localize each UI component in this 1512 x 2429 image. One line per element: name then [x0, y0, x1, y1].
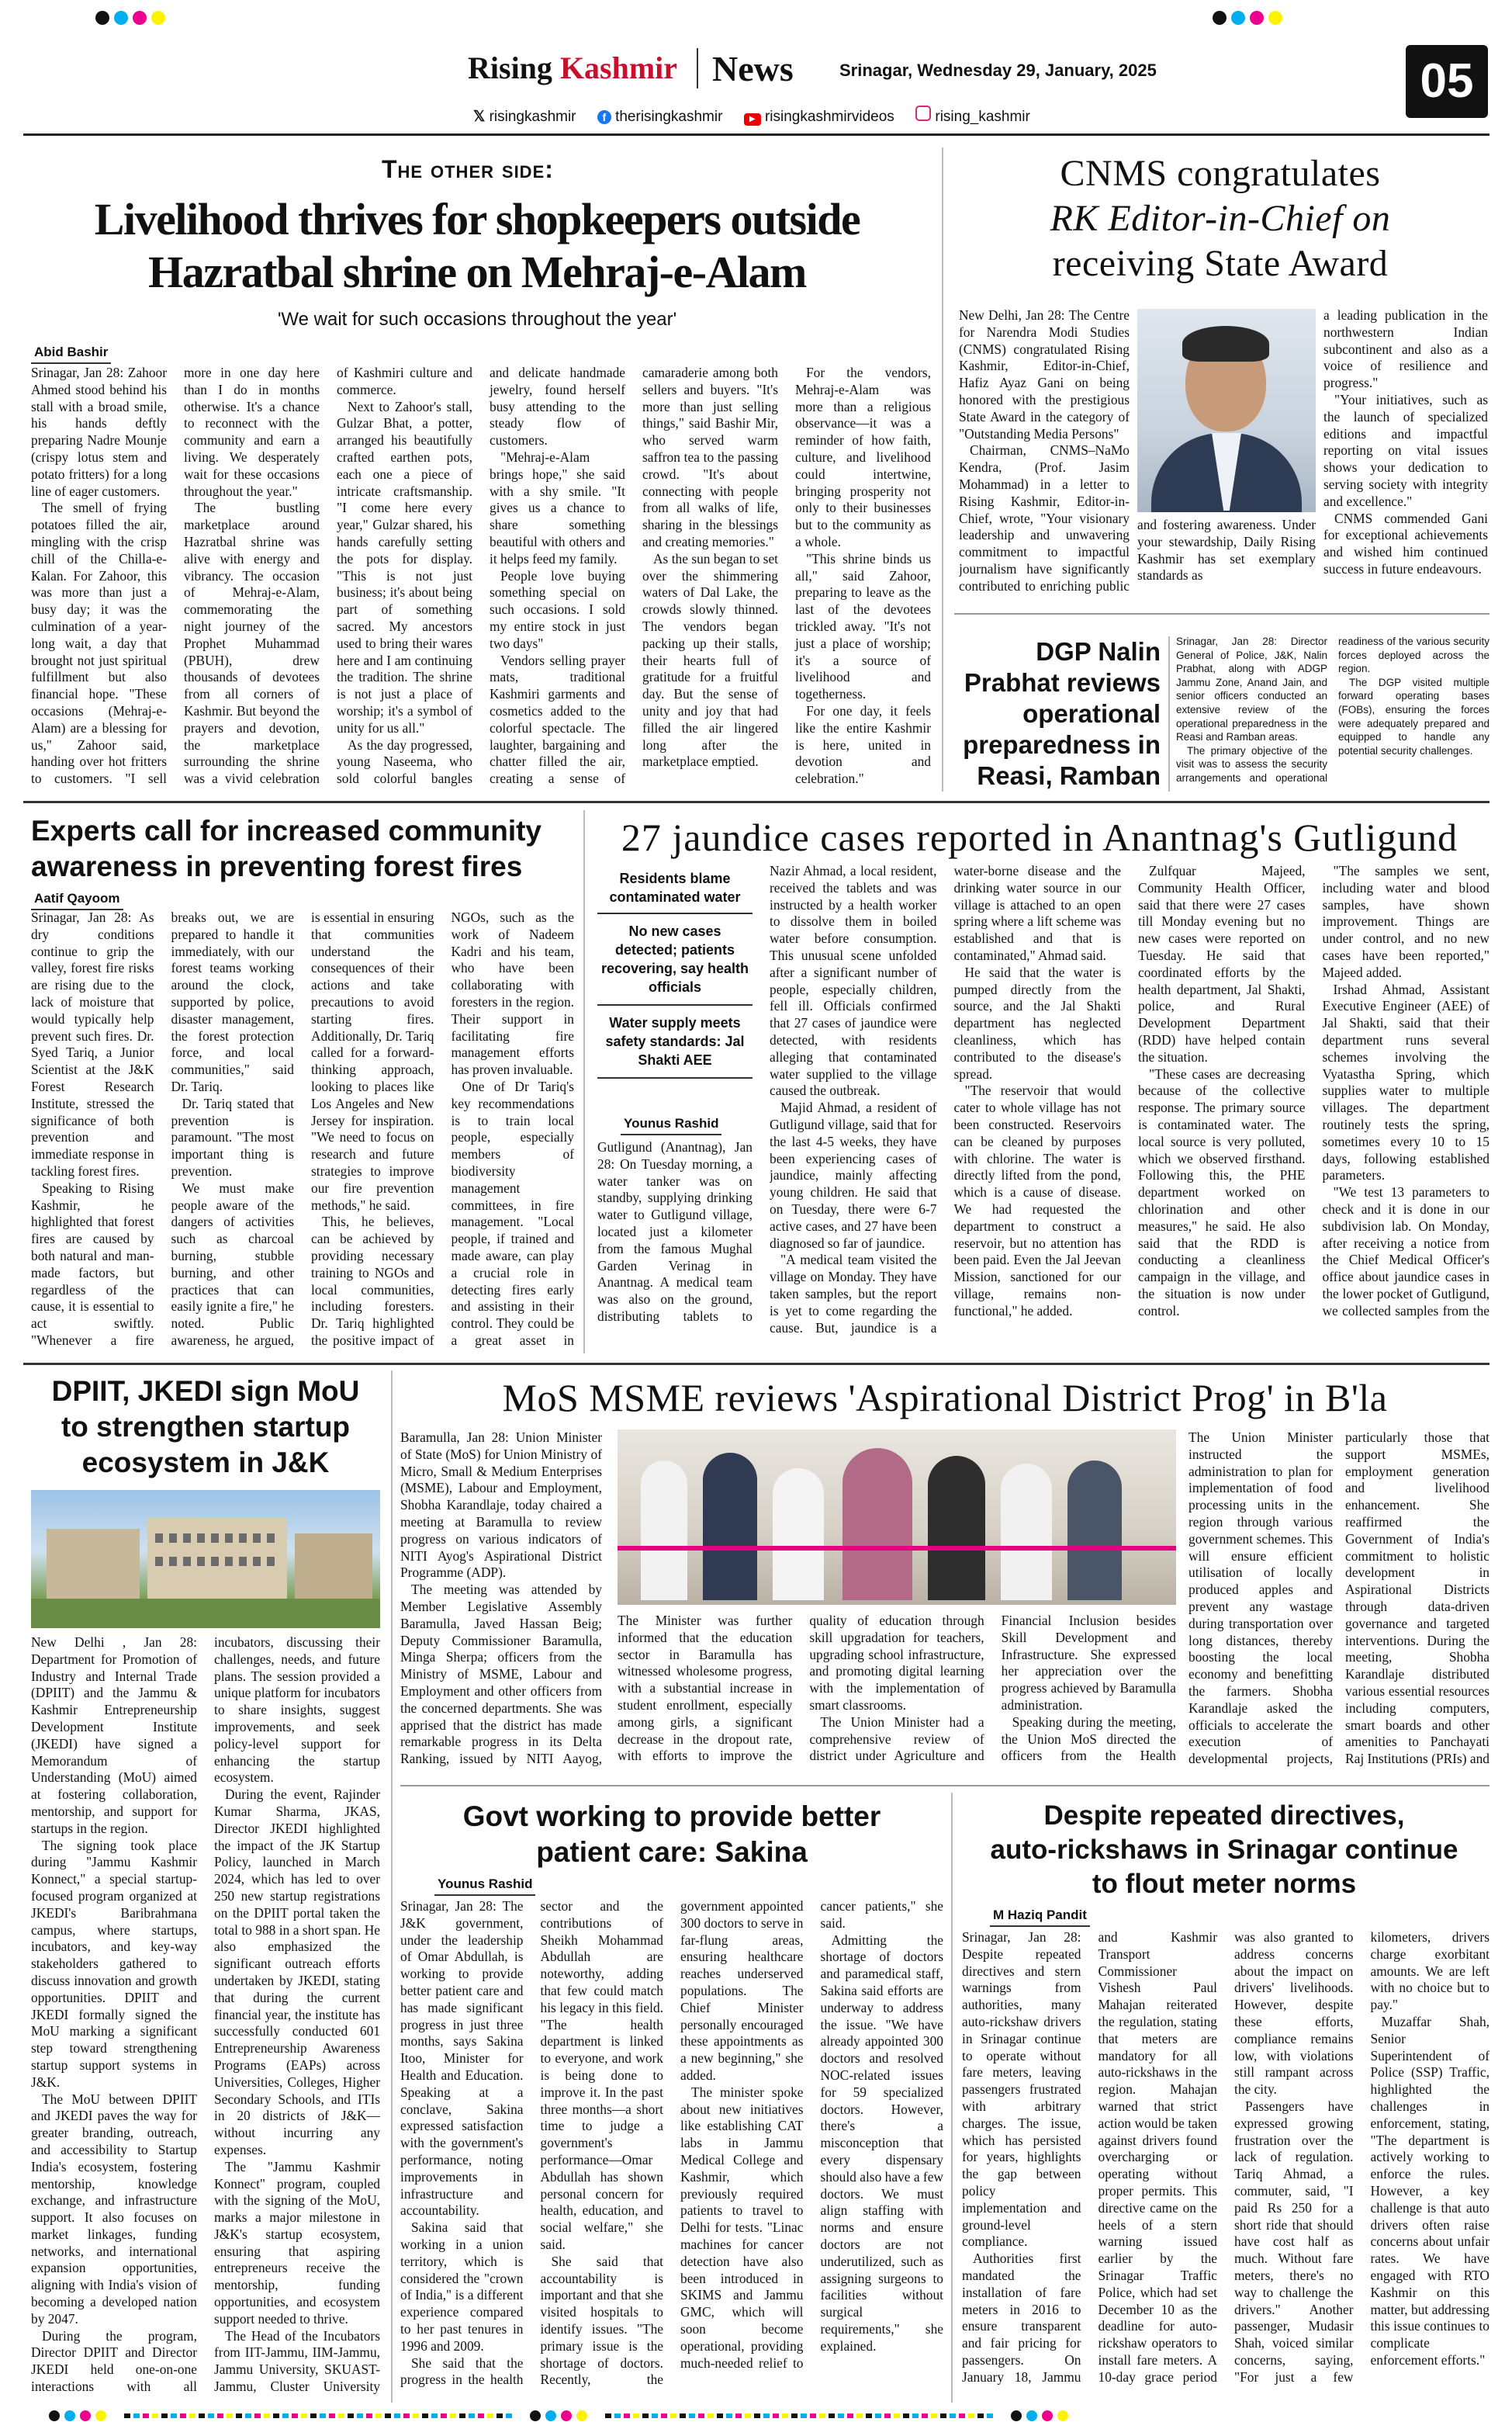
story6-headline-line1: DPIIT, JKEDI sign MoU: [51, 1375, 360, 1407]
masthead-paper-name: [468, 50, 677, 86]
story1-paragraph: "Mehraj-e-Alam brings hope," she said with a shy smile. "It gives us a chance to share something beautiful with others and it helps feed my family.: [490, 449, 625, 567]
story1-paragraph: Vendors selling prayer mats, traditional Kashmiri garments and cosmetics added to the colorful spectacle. The laughter, bargaining and chatter filled the air, creating a sense of camaraderie among both sellers and buyers. "It's more than just selling things," said Bashir Mir, who served warm saffron tea to the passing crowd. "It's about connecting with people from all walks of life, sharing in the blessings and creating memories.": [490, 365, 778, 787]
story9-headline-line3: to flout meter norms: [1092, 1869, 1357, 1899]
story4-paragraph: We must make people aware of the dangers of activities such as charcoal burning, stubble burning, and other practices that can easily ignite a fire," he noted. Public awareness, he argued, is essential in ensuring that communities understand the consequences of their actions and take precautions to avoid starting fires. Additionally, Dr. Tariq called for a forward-thinking approach, looking to places like Los Angeles and New Jersey for inspiration. "We need to focus on research and future strategies to improve our fire prevention methods," he said.: [171, 910, 434, 1348]
story2-paragraph: Chairman, CNMS–NaMo Kendra, (Prof. Jasim Mohammad) in a letter to Rising Kashmir, Editor-in-Chief, wrote, "Your visionary leadership and unwavering commitment to impactful journalism have significantly contributed to enriching public: [959, 442, 1130, 594]
story4-headline-line2: awareness in preventing forest fires: [31, 851, 523, 882]
story9-paragraph: Muzaffar Shah, Senior Superintendent of Police (SSP) Traffic, highlighted the challenges in enforcement, stating, "The department is actively working to enforce the rules. However, a key challenge is that auto drivers often raise concerns about unfair rates. We have engaged with RTO Kashmir on this matter, but addressing this issue continues to complicate enforcement efforts.": [1370, 2013, 1490, 2368]
story5-body: [770, 863, 1490, 1352]
story9-paragraph: Srinagar, Jan 28: Despite repeated directives and stern warnings from authorities, many auto-rickshaw drivers in Srinagar continue to operate without fare meters, leaving passengers frustrated with arbitrary charges. The issue, which has persisted for years, highlights the gap between policy implementation and ground-level compliance.: [962, 1929, 1081, 2250]
story8-headline-line1: Govt working to provide better: [462, 1800, 881, 1832]
story6-headline-line2: to strengthen startup: [61, 1411, 351, 1443]
story7-paragraph: The Union Minister instructed the administration to plan for implementation of food processing units in the region through various government schemes. This will ensure efficient utilisation of locally produced apples and prevent any wastage during transportation over long distances, thereby boosting the local economy and benefitting the farmers. Shobha Karandlaje asked the officials to accelerate the execution of developmental projects, particularly those that support MSMEs, employment generation and livelihood enhancement. She reaffirmed the Government of India's commitment to holistic development in Aspirational Districts through data-driven governance and targeted interventions. During the meeting, Shobha Karandlaje distributed various essential resources including computers, smart boards and other amenities to Panchayati Raj Institutions (PRIs) and: [1188, 1429, 1490, 1767]
story2-paragraph: "Your initiatives, such as the launch of specialized editions and impactful reporting on vital issues shows your dedication to serving society with integrity and excellence.": [1323, 391, 1488, 509]
story8-byline: Younus Rashid: [434, 1875, 535, 1896]
story9-byline: M Haziq Pandit: [990, 1906, 1090, 1927]
story6-paragraph: The signing took place during "Jammu Kashmir Konnect," a special startup-focused program organized at JKEDI's Baribrahmana campus, where startups, incubators, and key-way stakeholders gathered to discuss innovation and growth opportunities. DPIIT and JKEDI formally signed the MoU marking a significant step toward strengthening startup support systems in J&K.: [31, 1837, 197, 2090]
story2-paragraph: New Delhi, Jan 28: The Centre for Narendra Modi Studies (CNMS) congratulated Rising Kashmir, Editor-in-Chief, Hafiz Ayaz Gani on being honored with the prestigious State Award in the category of "Outstanding Media Persons": [959, 307, 1130, 442]
story1-headline-line1: Livelihood thrives for shopkeepers outside: [94, 194, 860, 244]
social-x[interactable]: risingkashmir: [489, 109, 576, 125]
story2-body-right: [1323, 307, 1488, 602]
paper-name-kashmir: Kashmir: [559, 50, 678, 85]
story1-paragraph: People love buying something special on such occasions. I sold my entire stock in just two days": [490, 567, 625, 651]
story1-paragraph: For the vendors, Mehraj-e-Alam was more than a religious observance—it was a reminder of how faith, culture, and livelihood could intertwine, bringing prosperity not only to their businesses but to the community as a whole.: [795, 365, 931, 549]
social-bar: [473, 106, 1030, 126]
story7-headline: MoS MSME reviews 'Aspirational District Prog' in B'la: [502, 1376, 1388, 1419]
story7-paragraph: The Minister was further informed that the education sector in Baramulla has witnessed wholesome progress, with a substantial increase in student enrollment, especially among girls, a significant decrease in the dropout rate, with efforts to improve the quality of education through skill upgradation for teachers, upgrading school infrastructure, and promoting digital learning with the implementation of smart classrooms.: [618, 1613, 984, 1764]
story8-paragraph: She said that the progress in the health sector and the contributions of Sheikh Mohammad Abdullah are noteworthy, adding that few could match his legacy in this field. "The health department is linked to everyone, and work is being done to improve it. In the past three months—a short time to judge a government's performance—Omar Abdullah has shown personal concern for health, education, and social welfare," she said.: [400, 1898, 663, 2388]
social-youtube[interactable]: risingkashmirvideos: [764, 109, 894, 125]
x-icon: 𝕏: [473, 109, 486, 125]
dateline: Srinagar, Wednesday 29, January, 2025: [839, 61, 1157, 80]
story8-paragraph: Admitting the shortage of doctors and paramedical staff, Sakina said efforts are underway to address the issue. "We have already appointed 300 doctors and resolved NOC-related issues for 59 specialized doctors. However, there's a misconception that every dispensary should also have a few doctors. We must align staffing with norms and ensure doctors are not underutilized, such as assigning surgeons to facilities without surgical requirements," she explained.: [820, 1932, 943, 2354]
story4-headline-line1: Experts call for increased community: [31, 815, 542, 847]
story2-body-bottom: [1137, 517, 1316, 602]
story7-paragraph: Baramulla, Jan 28: Union Minister of State (MoS) for Union Ministry of Micro, Small & Medium Enterprises (MSME), Labour and Employment, Shobha Karandlaje, today chaired a meeting at Baramulla to review progress on various indicators of NITI Ayog's Aspirational District Programme (ADP).: [400, 1429, 602, 1581]
story5-paragraph: "We test 13 parameters to check and it is done in our subdivision lab. On Monday, after receiving a notice from the Chief Medical Officer's office about jaundice cases in the lower pocket of Gutligund, we collected samples from the: [1322, 1184, 1490, 1318]
story2-paragraph: CNMS commended Gani for exceptional achievements and wished him continued success in future endeavours.: [1323, 510, 1488, 577]
story4-byline: Aatif Qayoom: [31, 889, 123, 910]
story6-body: [31, 1634, 380, 2403]
paper-name-rising: Rising: [468, 50, 560, 85]
story4-paragraph: One of Dr Tariq's key recommendations is to train local people, especially members of biodiversity management committees, in fire management. "Local people, if trained and made aware, can play a crucial role in detecting fires early and assisting in their control. They could be a great asset in: [451, 1078, 574, 1348]
story1-paragraph: Srinagar, Jan 28: Zahoor Ahmed stood behind his stall with a broad smile, his hands deftly preparing Nadre Mounje (crispy lotus stem and potato fritters) for a long line of eager customers.: [31, 365, 167, 499]
social-instagram[interactable]: rising_kashmir: [935, 109, 1030, 125]
minister-ribbon-cutting-photo: [618, 1429, 1176, 1605]
story9-paragraph: Passengers have expressed growing frustration over the lack of regulation. Tariq Ahmad, a commuter, said, "I paid Rs 250 for a short ride that should have cost half as much. Without fare meters, there's no way to challenge the drivers." Another passenger, Mudasir Shah, voiced similar concerns, saying, "For just a few kilometers, drivers charge exorbitant amounts. We are left with no choice but to pay.": [1234, 1929, 1490, 2385]
story1-paragraph: For one day, it feels like the entire Kashmir is here, united in devotion and celebration.": [795, 702, 931, 787]
story6-paragraph: The MoU between DPIIT and JKEDI paves the way for greater branding, outreach, and accessibility to Startup India's ecosystem, fostering mentorship, knowledge exchange, and infrastructure support. It also focuses on market linkages, funding networks, and international expansion opportunities, aligning with India's vision of becoming a developed nation by 2047.: [31, 2091, 197, 2327]
story3-paragraph: Srinagar, Jan 28: Director General of Police, J&K, Nalin Prabhat, along with ADGP Jammu Zone, Anand Jain, and senior officers conducted an extensive review of the operational preparedness in the Reasi and Ramban areas.: [1176, 636, 1327, 743]
section-name: News: [712, 49, 794, 88]
story1-paragraph: The bustling marketplace around Hazratbal shrine was alive with energy and vibrancy. The occasion of Mehraj-e-Alam, commemorating the night journey of the Prophet Muhammad (PBUH), drew thousands of devotees from all corners of Kashmir. But beyond the prayers and devotion, the marketplace surrounding the shrine was a vivid celebration of Kashmiri culture and commerce.: [184, 365, 472, 787]
sidebar-item-2: No new cases detected; patients recovering, say health officials: [597, 914, 753, 1006]
masthead-rule: [23, 133, 1490, 136]
divider: [400, 1785, 1490, 1786]
story1-subhead: 'We wait for such occasions throughout the year': [277, 309, 677, 330]
story9-headline-line1: Despite repeated directives,: [1043, 1800, 1405, 1831]
story5-paragraph: Irshad Ahmad, Assistant Executive Engineer (AEE) of Jal Shakti, said that their department runs several schemes involving the Vyatastha Spring, which supplies water to multiple villages. The department routinely tests the spring, sometimes every 10 to 15 days, following established parameters.: [1322, 981, 1490, 1183]
column-divider: [583, 810, 585, 1353]
story7-paragraph: The Union Minister had a comprehensive review of district under Agriculture and Financial Inclusion besides Skill Development and Infrastructure. She expressed her appreciation over the progress achieved by Baramulla administration.: [809, 1613, 1176, 1764]
story5-paragraph: "These cases are decreasing because of the collective response. The primary source is contaminated water. The local source is very polluted, which we observed firsthand. Following this, the PHE department worked on chlorination and other measures," he said. He also said that the RDD is conducting a cleanliness campaign in the village, and the situation is now under control.: [1138, 1066, 1306, 1318]
registration-marks-top-right: [1210, 11, 1285, 25]
story4-paragraph: This, he believes, can be achieved by providing necessary training to NGOs and local communities, including foresters. Dr. Tariq highlighted the positive impact of NGOs, such as the work of Nadeem Kadri and his team, who have been collaborating with foresters in the region. Their support in facilitating fire management efforts has proven invaluable.: [311, 910, 574, 1348]
registration-bar-bottom: [47, 2409, 1466, 2420]
story3-paragraph: The primary objective of the visit was to assess the security arrangements and operational readiness of the various security forces deployed across the region.: [1176, 636, 1490, 784]
story1-headline-line2: Hazratbal shrine on Mehraj-e-Alam: [148, 247, 806, 297]
story5-headline: 27 jaundice cases reported in Anantnag's Gutligund: [621, 816, 1458, 859]
story6-headline-line3: ecosystem in J&K: [81, 1447, 330, 1478]
story5-sidebar: [597, 863, 753, 1079]
story8-paragraph: She said that accountability is important and that she visited hospitals to identify issues. "The primary issue is the shortage of doctors. Recently, the government appointed 300 doctors to serve in far-flung areas, ensuring healthcare reaches underserved populations. The Chief Minister personally encouraged these appointments as a new beginning," she added.: [540, 1898, 804, 2388]
story6-paragraph: During the event, Rajinder Kumar Sharma, JKAS, Director JKEDI highlighted the impact of the JK Startup Policy, launched in March 2024, which has led to over 250 new startup registrations on the DPIIT portal taken the total to 988 in a short span. He also emphasized the significant outreach efforts undertaken by JKEDI, stating that during the current financial year, the institute has successfully conducted 601 Entrepreneurship Awareness Programs (EAPs) across Universities, Colleges, Higher Secondary Schools, and ITIs in 20 districts of J&K—without incurring any expenses.: [214, 1786, 380, 2157]
story6-paragraph: New Delhi , Jan 28: Department for Promotion of Industry and Internal Trade (DPIIT) and the Jammu & Kashmir Entrepreneurship Development Institute (JKEDI) have signed a Memorandum of Understanding (MoU) aimed at fostering collaboration, mentorship, and support for startups in the region.: [31, 1634, 197, 1836]
section-divider: [23, 801, 1490, 803]
story1-paragraph: "This shrine binds us all," said Zahoor, preparing to leave as the last of the devotees trickled away. "It's not just a place of worship; it's a source of livelihood and togetherness.: [795, 550, 931, 702]
facebook-icon: f: [597, 110, 611, 124]
story4-body: [31, 910, 574, 1352]
jkedi-building-photo: [31, 1490, 380, 1628]
story2-body-left: [959, 307, 1130, 602]
sidebar-item-1: Residents blame contaminated water: [597, 863, 753, 914]
story9-headline-line2: auto-rickshaws in Srinagar continue: [990, 1835, 1458, 1865]
story3-body: [1176, 635, 1490, 794]
column-divider: [951, 1793, 953, 2403]
story6-paragraph: During the program, Director DPIIT and Director JKEDI held one-on-one interactions with all incubators, discussing their challenges, needs, and future plans. The session provided a unique platform for incubators to share insights, suggest improvements, and seek policy-level support for enhancing the startup ecosystem.: [31, 1634, 380, 2395]
story1-byline: Abid Bashir: [31, 343, 111, 364]
story7-paragraph: Speaking during the meeting, the Union MoS directed the officers from the Health: [1001, 1713, 1176, 1764]
instagram-icon: [915, 106, 931, 121]
masthead-divider: [697, 48, 698, 88]
story8-paragraph: The minister spoke about new initiatives like establishing CAT labs in Jammu Medical College and Kashmir, which previously required patients to travel to Delhi for tests. "Linac machines for cancer detection have also been introduced in SKIMS and Jammu GMC, which will soon become operational, providing much-needed relief to cancer patients," she said.: [680, 1898, 943, 2371]
story9-paragraph: Authorities first mandated the installation of fare meters in 2016 to ensure transparent and fair pricing for passengers. On January 18, Jammu and Kashmir Transport Commissioner Vishesh Paul Mahajan reiterated the regulation, stating that meters are mandatory for all auto-rickshaws in the region. Mahajan warned that strict action would be taken against drivers found overcharging or operating without proper permits. This directive came on the heels of a stern warning issued earlier by the Srinagar Traffic Police, which had set December 10 as the deadline for auto-rickshaw operators to install fare meters. A 10-day grace period was also granted to address concerns about the impact on drivers' livelihoods. However, despite these efforts, compliance remains low, with violations still rampant across the city.: [962, 1929, 1354, 2385]
story7-body-right: [1188, 1429, 1490, 1779]
story4-paragraph: Speaking to Rising Kashmir, he highlighted that forest fires are caused by both natural and man-made factors, but regardless of the cause, it is essential to act swiftly. "Whenever a fire breaks out, we are prepared to handle it immediately, with our forest teams working around the clock, supported by police, disaster management, the forest protection force, and local communities," said Dr. Tariq.: [31, 910, 294, 1348]
page-number: 05: [1406, 45, 1488, 118]
story5-paragraph: "The reservoir that would cater to whole village has not been constructed. Reservoirs can be cleaned by purposes with chlorine. The water is directly lifted from the pond, which is a cause of disease. We had requested the department to construct a reservoir, but no attention has been paid. Even the Jal Jeevan Mission, sanctioned for our village, remains non-functional," he added.: [953, 1083, 1121, 1318]
story1-paragraph: As the sun began to set over the shimmering waters of Dal Lake, the crowds slowly thinned. The vendors began packing up their stalls, their hearts full of gratitude for a fruitful day. But the sense of unity and joy that had filled the air lingered long after the marketplace emptied.: [642, 550, 778, 770]
story2-headline-line3: receiving State Award: [1052, 243, 1389, 284]
story4-paragraph: Srinagar, Jan 28: As dry conditions continue to grip the valley, forest fire risks are rising due to the lack of moisture that would typically help prevent such fires. Dr. Syed Tariq, a Junior Scientist at the J&K Forest Research Institute, stressed the significance of both prevention and immediate response in tackling forest fires.: [31, 910, 154, 1179]
story1-paragraph: Next to Zahoor's stall, Gulzar Bhat, a potter, arranged his beautifully crafted earthen pots, each one a piece of intricate craftsmanship. "I come here every year," Gulzar shared, his hands carefully setting the pots for display. "This is not just business; it's about being part of something sacred. My ancestors used to bring their wares here and I am continuing the tradition. The shrine is not just a place of worship; it's a symbol of unity for us all.": [337, 398, 472, 736]
story2-headline-line1: CNMS congratulates: [1060, 153, 1381, 194]
story8-body: [400, 1898, 943, 2403]
story5-paragraph: Nazir Ahmad, a local resident, received the tablets and was instructed by a health worker to dissolve them in boiled water before consumption. This unusual scene unfolded after a significant number of people, especially children, fell ill. Officials confirmed that 27 cases of jaundice were detected, with residents alleging that contaminated water supplied to the village caused the outbreak.: [770, 863, 937, 1099]
column-divider: [391, 1370, 393, 2403]
story5-paragraph: He said that the water is pumped directly from the source, and the Jal Shakti department has neglected cleanliness, which has contributed to the disease's spread.: [953, 964, 1121, 1082]
story1-paragraph: The smell of frying potatoes filled the air, mingling with the crisp chill of the Chilla-e-Kalan. For Zahoor, this was more than just a busy day; it was the culmination of a year-long wait, a day that brought not just spiritual fulfillment but also financial hope. "These occasions (Mehraj-e-Alam) are a blessing for us," Zahoor said, handing over hot fritters to customers. "I sell more in one day here than I do in months otherwise. It's a chance to reconnect with the community and earn a living. We desperately wait for these occasions throughout the year.": [31, 365, 320, 787]
story7-paragraph: The meeting was attended by Member Legislative Assembly Baramulla, Javed Hassan Beig; Deputy Commissioner Baramulla, Minga Sherpa; officers from the Ministry of MSME, Labour and Employment and other officers from the concerned departments. She was apprised that the district has made remarkable progress in its Delta Ranking, issued by NITI Aayog,: [400, 1582, 602, 1767]
social-facebook[interactable]: therisingkashmir: [615, 109, 723, 125]
divider: [954, 613, 1490, 615]
story5-body-first: [597, 1139, 753, 1353]
story5-paragraph: Gutligund (Anantnag), Jan 28: On Tuesday morning, a water tanker was on standby, supplying drinking water to Gutligund village, located just a kilometer from the famous Mughal Garden Verinag in Anantnag. A medical team was also on the ground, distributing tablets to: [597, 1139, 753, 1324]
youtube-icon: ▶: [744, 113, 761, 126]
story7-body-middle: [618, 1613, 1176, 1779]
story2-headline-line2: RK Editor-in-Chief on: [1050, 198, 1391, 239]
story9-body: [962, 1929, 1490, 2403]
story3-paragraph: The DGP visited multiple forward operating bases (FOBs), ensuring the forces were adequately prepared and equipped to handle any potential security challenges.: [1338, 676, 1490, 757]
story5-paragraph: "The samples we sent, including water and blood samples, have shown improvement. Things are under control, and no new cases have been reported," Majeed added.: [1322, 863, 1490, 980]
story5-paragraph: "A medical team visited the village on Monday. They have taken samples, but the report is yet to come regarding the cause. But, jaundice is a water-borne disease and the drinking water source in our village is attached to an open spring where a lift scheme was established and that is contaminated," Ahmad said.: [770, 863, 1121, 1336]
story1-body: [31, 365, 931, 788]
story2-paragraph: a leading publication in the northwestern Indian subcontinent and also as a voice of resilience and progress.": [1323, 307, 1488, 391]
story5-byline: Younus Rashid: [621, 1114, 721, 1135]
sidebar-item-3: Water supply meets safety standards: Jal Shakti AEE: [597, 1006, 753, 1079]
story3-divider: [1168, 636, 1170, 792]
story3-headline: DGP Nalin Prabhat reviews operational preparedness in Reasi, Ramban: [963, 637, 1161, 790]
story8-paragraph: Sakina said that working in a union territory, which is considered the "crown of India," is a different experience compared to her past tenures in 1996 and 2009.: [400, 2219, 524, 2354]
section-divider: [23, 1363, 1490, 1365]
story7-body-left: [400, 1429, 602, 1779]
story8-paragraph: Srinagar, Jan 28: The J&K government, under the leadership of Omar Abdullah, is working to provide better patient care and has made significant progress in just three months, says Sakina Itoo, Minister for Health and Education. Speaking at a conclave, Sakina expressed satisfaction with the government's performance, noting improvements in infrastructure and accountability.: [400, 1898, 524, 2219]
story5-paragraph: Zulfquar Majeed, Community Health Officer, said that there were 27 cases till Monday evening but no new cases were reported on Tuesday. He said that coordinated efforts by the health department, Jal Shakti, police, and Rural Development Department (RDD) have helped contain the situation.: [1138, 863, 1306, 1065]
story2-paragraph-cont: and fostering awareness. Under your stewardship, Daily Rising Kashmir has set exemplary standards as: [1137, 517, 1316, 584]
column-divider: [942, 147, 943, 792]
story1-paragraph: As the day progressed, young Naseema, who sold colorful bangles and delicate handmade jewelry, found herself busy attending to the steady flow of customers.: [337, 365, 625, 787]
registration-marks-top: [93, 11, 168, 25]
editor-portrait-photo: [1137, 309, 1316, 512]
story5-paragraph: Majid Ahmad, a resident of Gutligund village, said that for the last 4-5 weeks, they have been experiencing cases of jaundice, mainly affecting young children. He said that on Tuesday, there were 6-7 active cases, and 27 have been diagnosed so far of jaundice.: [770, 1100, 937, 1251]
story1-kicker: The other side:: [382, 155, 554, 183]
story8-headline-line2: patient care: Sakina: [536, 1836, 808, 1868]
story6-paragraph: The Head of the Incubators from IIT-Jammu, IIM-Jammu, Jammu University, SKUAST-Jammu, Cluster University: [214, 2327, 380, 2395]
story6-paragraph: The "Jammu Kashmir Konnect" program, coupled with the signing of the MoU, marks a major milestone in J&K's startup ecosystem, ensuring that aspiring entrepreneurs receive the mentorship, funding opportunities, and ecosystem support needed to thrive.: [214, 2158, 380, 2327]
story4-paragraph: Dr. Tariq stated that prevention is paramount. "The most important thing is prevention.: [171, 1095, 294, 1179]
